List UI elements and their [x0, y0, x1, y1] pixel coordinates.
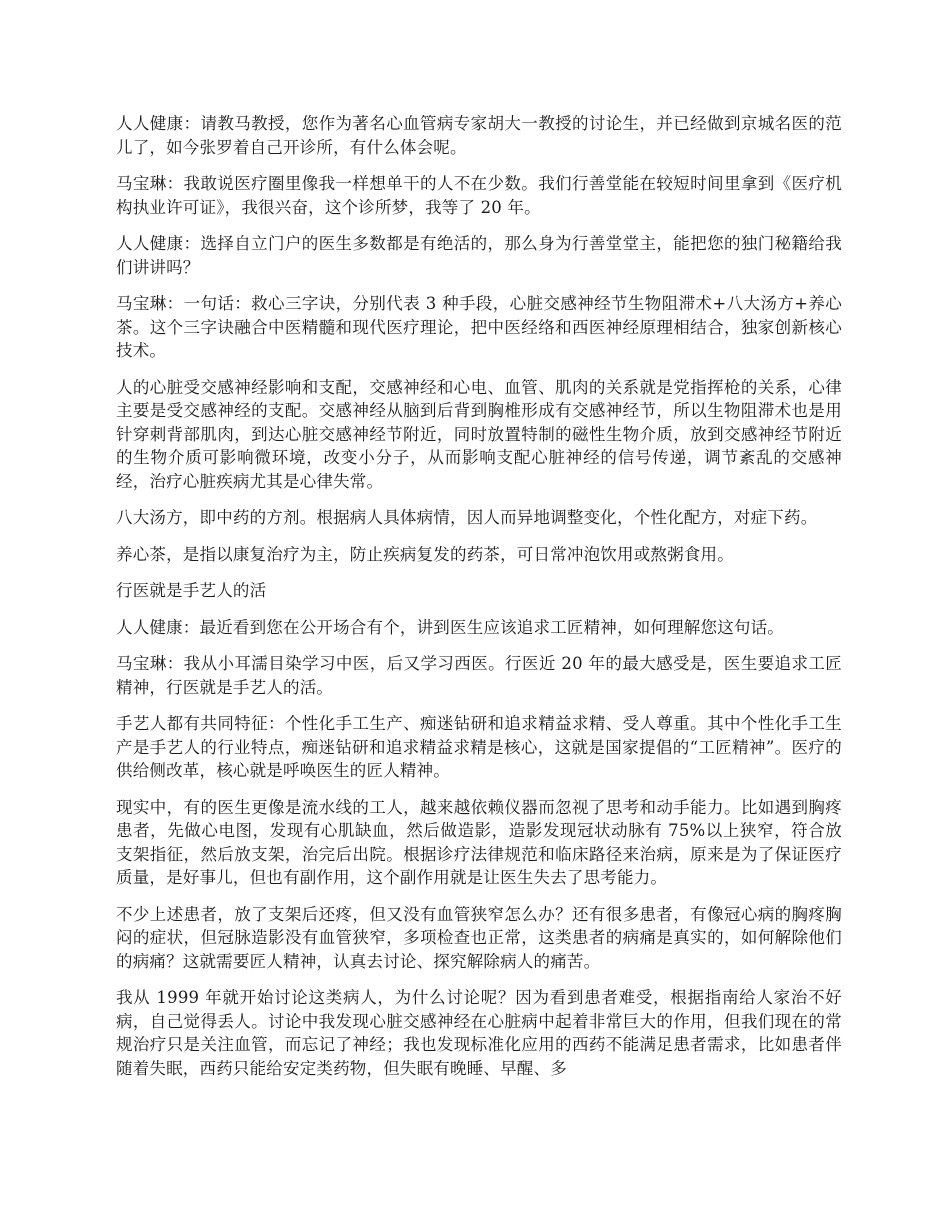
paragraph: 人人健康：请教马教授，您作为著名心血管病专家胡大一教授的讨论生，并已经做到京城名医的范儿了，如今张罗着自己开诊所，有什么体会呢。	[116, 114, 842, 157]
paragraph: 人人健康：选择自立门户的医生多数都是有绝活的，那么身为行善堂堂主，能把您的独门秘籍给我们讲讲吗？	[116, 234, 842, 277]
paragraph: 马宝琳：我敢说医疗圈里像我一样想单干的人不在少数。我们行善堂能在较短时间里拿到《医疗机构执业许可证》，我很兴奋，这个诊所梦，我等了 20 年。	[116, 174, 842, 217]
paragraph: 人的心脏受交感神经影响和支配，交感神经和心电、血管、肌肉的关系就是党指挥枪的关系，心律主要是受交感神经的支配。交感神经从脑到后背到胸椎形成有交感神经节，所以生物阻滞术也是用针穿刺背部肌肉，到达心脏交感神经节附近，同时放置特制的磁性生物介质，放到交感神经节附近的生物介质可影响微环境，改变小分子，从而影响支配心脏神经的信号传递，调节紊乱的交感神经，治疗心脏疾病尤其是心律失常。	[116, 377, 842, 491]
document-body	[116, 112, 842, 1093]
paragraph: 养心茶，是指以康复治疗为主，防止疾病复发的药茶，可日常冲泡饮用或熬粥食用。	[116, 544, 734, 564]
paragraph: 人人健康：最近看到您在公开场合有个，讲到医生应该追求工匠精神，如何理解您这句话。	[116, 617, 784, 637]
paragraph: 手艺人都有共同特征：个性化手工生产、痴迷钻研和追求精益求精、受人尊重。其中个性化手工生产是手艺人的行业特点，痴迷钻研和追求精益求精是核心，这就是国家提倡的“工匠精神”。医疗的供给侧改革，核心就是呼唤医生的匠人精神。	[116, 714, 842, 780]
paragraph: 八大汤方，即中药的方剂。根据病人具体病情，因人而异地调整变化，个性化配方，对症下药。	[116, 508, 818, 527]
paragraph: 现实中，有的医生更像是流水线的工人，越来越依赖仪器而忽视了思考和动手能力。比如遇到胸疼患者，先做心电图，发现有心肌缺血，然后做造影，造影发现冠状动脉有 75%以上狭窄，符合放支架指征，然后放支架，治完后出院。根据诊疗法律规范和临床路径来治病，原来是为了保证医疗质量，是好事儿，但也有副作用，这个副作用就是让医生失去了思考能力。	[116, 797, 842, 887]
paragraph: 我从 1999 年就开始讨论这类病人，为什么讨论呢？因为看到患者难受，根据指南给人家治不好病，自己觉得丢人。讨论中我发现心脏交感神经在心脏病中起着非常巨大的作用，但我们现在的常规治疗只是关注血管，而忘记了神经；我也发现标准化应用的西药不能满足患者需求，比如患者伴随着失眠，西药只能给安定类药物，但失眠有晚睡、早醒、多	[116, 988, 842, 1078]
paragraph: 马宝琳：我从小耳濡目染学习中医，后又学习西医。行医近 20 年的最大感受是，医生要追求工匠精神，行医就是手艺人的活。	[116, 654, 842, 697]
paragraph: 不少上述患者，放了支架后还疼，但又没有血管狭窄怎么办？还有很多患者，有像冠心病的胸疼胸闷的症状，但冠脉造影没有血管狭窄，多项检查也正常，这类患者的病痛是真实的，如何解除他们的病痛？这就需要匠人精神，认真去讨论、探究解除病人的痛苦。	[116, 904, 842, 971]
section-heading: 行医就是手艺人的活	[116, 581, 267, 600]
paragraph: 马宝琳：一句话：救心三字诀，分别代表 3 种手段，心脏交感神经节生物阻滞术+八大汤方+养心茶。这个三字诀融合中医精髓和现代医疗理论，把中医经络和西医神经原理相结合，独家创新核心技术。	[116, 294, 842, 360]
